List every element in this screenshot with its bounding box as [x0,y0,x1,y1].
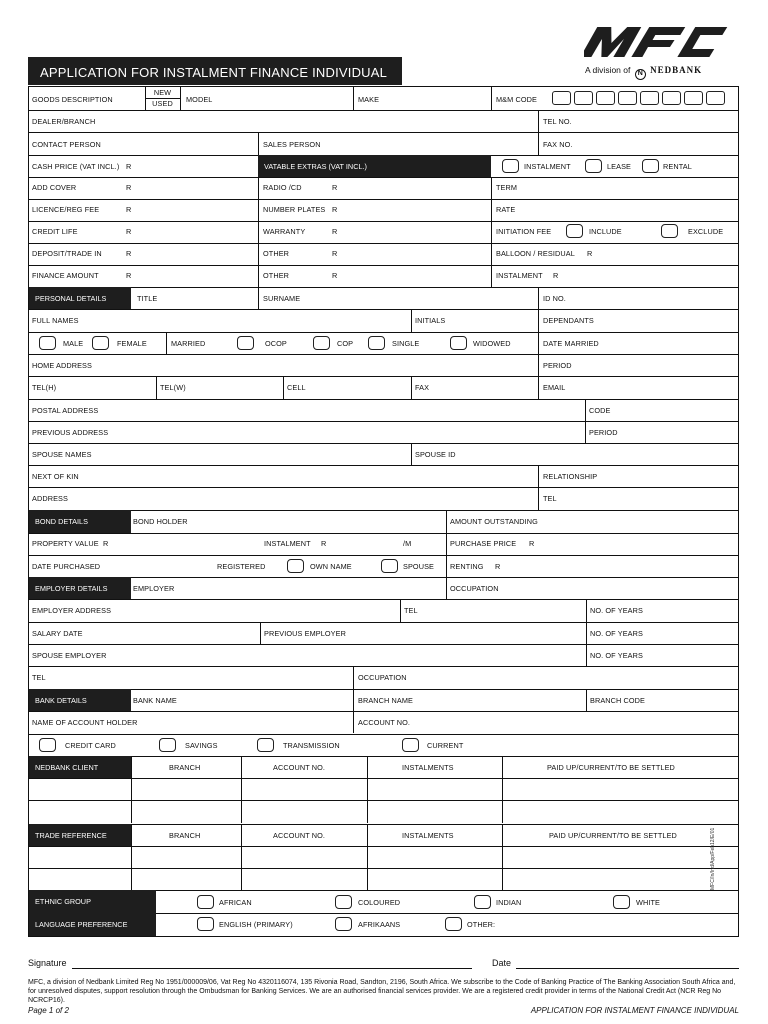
page-number: Page 1 of 2 [28,1006,69,1015]
label-spouse-employer: SPOUSE EMPLOYER [32,651,107,660]
label-instalment: INSTALMENT [524,162,571,171]
label-branch: BRANCH [169,763,201,772]
signature-line[interactable] [72,968,472,969]
checkbox-white[interactable] [613,895,630,909]
checkbox-other[interactable] [445,917,462,931]
checkbox-own-name[interactable] [287,559,304,573]
label-r: R [126,183,132,192]
label-tel-no: TEL NO. [543,117,572,126]
label-period: PERIOD [589,428,618,437]
checkbox-rental[interactable] [642,159,659,173]
label-mm-code: M&M CODE [496,95,537,104]
label-other: OTHER: [467,920,496,929]
label-finance-amount: FINANCE AMOUNT [32,271,99,280]
label-instalment: INSTALMENT [496,271,543,280]
label-new: NEW [153,88,172,97]
division-line [585,65,702,80]
checkbox-include[interactable] [566,224,583,238]
checkbox-spouse[interactable] [381,559,398,573]
label-no-of-years: NO. OF YEARS [590,629,643,638]
label-r: R [587,249,593,258]
checkbox-instalment[interactable] [502,159,519,173]
label-current: CURRENT [427,741,464,750]
form-title: APPLICATION FOR INSTALMENT FINANCE INDIVIDUAL [40,65,388,80]
label-deposit-trade-in: DEPOSIT/TRADE IN [32,249,102,258]
mm-code-box-2[interactable] [574,91,593,105]
label-no-of-years: NO. OF YEARS [590,606,643,615]
label-fax: FAX [415,383,430,392]
label-id-no: ID NO. [543,294,566,303]
checkbox-cop[interactable] [313,336,330,350]
label-bank-details: BANK DETAILS [35,696,87,705]
bank-details-header [29,689,131,711]
label-goods-description: GOODS DESCRIPTION [32,95,113,104]
mm-code-box-5[interactable] [640,91,659,105]
mm-code-box-4[interactable] [618,91,637,105]
label-code: CODE [589,406,611,415]
label-instalment: INSTALMENT [264,539,311,548]
checkbox-english[interactable] [197,917,214,931]
label-include: INCLUDE [589,227,622,236]
label-own-name: OWN NAME [310,562,352,571]
nedbank-icon: N [635,69,646,80]
label-r: R [529,539,535,548]
label-credit-life: CREDIT LIFE [32,227,78,236]
checkbox-current[interactable] [402,738,419,752]
label-account-no: ACCOUNT NO. [358,718,411,727]
label-r: R [332,249,338,258]
label-account-no: ACCOUNT NO. [273,763,326,772]
label-initiation-fee: INITIATION FEE [496,227,552,236]
label-previous-employer: PREVIOUS EMPLOYER [264,629,346,638]
label-rental: RENTAL [663,162,692,171]
label-widowed: WIDOWED [473,339,511,348]
label-r: R [332,183,338,192]
label-address: ADDRESS [32,494,68,503]
label-cash-price: CASH PRICE (VAT INCL.) [32,162,120,171]
label-period: PERIOD [543,361,572,370]
checkbox-transmission[interactable] [257,738,274,752]
label-white: WHITE [636,898,661,907]
label-no-of-years: NO. OF YEARS [590,651,643,660]
label-name-of-account-holder: NAME OF ACCOUNT HOLDER [32,718,138,727]
label-tel-w: TEL(W) [160,383,186,392]
title-bar [28,57,402,85]
label-amount-outstanding: AMOUNT OUTSTANDING [450,517,538,526]
label-salary-date: SALARY DATE [32,629,83,638]
label-instalments: INSTALMENTS [402,763,454,772]
label-branch-code: BRANCH CODE [590,696,646,705]
label-date-married: DATE MARRIED [543,339,599,348]
checkbox-single[interactable] [368,336,385,350]
label-tel: TEL [404,606,418,615]
mm-code-box-7[interactable] [684,91,703,105]
mfc-logo [584,25,740,59]
label-renting: RENTING [450,562,484,571]
label-nedbank-client: NEDBANK CLIENT [35,763,99,772]
checkbox-ocop[interactable] [237,336,254,350]
side-reference: MFC/In/Ind/App/Feb12/E/01 [710,827,716,890]
label-other: OTHER [263,249,290,258]
mfc-logo-icon [584,25,740,59]
label-account-no: ACCOUNT NO. [273,831,326,840]
label-date-purchased: DATE PURCHASED [32,562,101,571]
label-ocop: OCOP [265,339,287,348]
checkbox-coloured[interactable] [335,895,352,909]
label-rate: RATE [496,205,516,214]
label-r: R [126,205,132,214]
label-english: ENGLISH (PRIMARY) [219,920,293,929]
label-credit-card: CREDIT CARD [65,741,116,750]
label-bond-details: BOND DETAILS [35,517,88,526]
personal-details-header [29,287,131,309]
label-model: MODEL [186,95,213,104]
label-contact-person: CONTACT PERSON [32,140,101,149]
label-branch-name: BRANCH NAME [358,696,414,705]
label-r: R [332,205,338,214]
label-spouse-id: SPOUSE ID [415,450,456,459]
checkbox-credit-card[interactable] [39,738,56,752]
label-bond-holder: BOND HOLDER [133,517,188,526]
label-property-value: PROPERTY VALUE [32,539,99,548]
label-warranty: WARRANTY [263,227,306,236]
label-coloured: COLOURED [358,898,401,907]
label-personal-details: PERSONAL DETAILS [35,294,107,303]
checkbox-afrikaans[interactable] [335,917,352,931]
label-single: SINGLE [392,339,420,348]
label-r: R [321,539,327,548]
label-african: AFRICAN [219,898,252,907]
label-tel: TEL [543,494,557,503]
division-name: NEDBANK [650,65,703,75]
label-full-names: FULL NAMES [32,316,79,325]
label-employer-details: EMPLOYER DETAILS [35,584,108,593]
label-r: R [103,539,109,548]
label-postal-address: POSTAL ADDRESS [32,406,99,415]
mm-code-box-8[interactable] [706,91,725,105]
label-home-address: HOME ADDRESS [32,361,92,370]
checkbox-male[interactable] [39,336,56,350]
label-radio-cd: RADIO /CD [263,183,302,192]
label-relationship: RELATIONSHIP [543,472,598,481]
label-r: R [495,562,501,571]
label-trade-reference: TRADE REFERENCE [35,831,107,840]
label-title: TITLE [137,294,158,303]
label-r: R [332,227,338,236]
label-indian: INDIAN [496,898,522,907]
application-form [28,86,739,937]
label-vatable-extras: VATABLE EXTRAS (VAT INCL.) [264,162,367,171]
checkbox-female[interactable] [92,336,109,350]
label-transmission: TRANSMISSION [283,741,340,750]
nedbank-client-header [29,756,131,778]
label-tel-h: TEL(H) [32,383,57,392]
label-initials: INITIALS [415,316,446,325]
label-dealer-branch: DEALER/BRANCH [32,117,96,126]
label-paid-up: PAID UP/CURRENT/TO BE SETTLED [549,831,677,840]
label-make: MAKE [358,95,380,104]
label-ethnic-group: ETHNIC GROUP [35,897,91,906]
label-purchase-price: PURCHASE PRICE [450,539,517,548]
vatable-extras-header [258,155,491,177]
label-other: OTHER [263,271,290,280]
label-email: EMAIL [543,383,566,392]
label-bank-name: BANK NAME [133,696,177,705]
label-r: R [126,271,132,280]
employer-details-header [29,577,131,599]
label-exclude: EXCLUDE [688,227,724,236]
mm-code-box-6[interactable] [662,91,681,105]
label-female: FEMALE [117,339,147,348]
label-r: R [126,162,132,171]
footer-form-title: APPLICATION FOR INSTALMENT FINANCE INDIVIDUAL [530,1006,739,1015]
label-married: MARRIED [171,339,206,348]
label-add-cover: ADD COVER [32,183,77,192]
label-language-preference: LANGUAGE PREFERENCE [35,920,128,929]
label-spouse: SPOUSE [403,562,435,571]
date-label: Date [492,958,512,968]
mm-code-box-1[interactable] [552,91,571,105]
label-r: R [126,249,132,258]
mm-code-box-3[interactable] [596,91,615,105]
label-r: R [332,271,338,280]
label-savings: SAVINGS [185,741,218,750]
checkbox-savings[interactable] [159,738,176,752]
label-dependants: DEPENDANTS [543,316,594,325]
label-term: TERM [496,183,518,192]
label-per-month: /M [403,539,412,548]
bond-details-header [29,510,131,533]
label-registered: REGISTERED [217,562,266,571]
date-line[interactable] [516,968,739,969]
label-fax-no: FAX NO. [543,140,573,149]
label-employer: EMPLOYER [133,584,175,593]
checkbox-indian[interactable] [474,895,491,909]
label-lease: LEASE [607,162,632,171]
division-prefix: A division of [585,65,631,75]
label-occupation: OCCUPATION [358,673,407,682]
label-r: R [126,227,132,236]
ethnic-group-header [29,890,156,913]
label-tel: TEL [32,673,46,682]
label-male: MALE [63,339,84,348]
trade-reference-header [29,824,131,846]
label-surname: SURNAME [263,294,301,303]
label-balloon-residual: BALLOON / RESIDUAL [496,249,575,258]
signature-label: Signature [28,958,67,968]
checkbox-lease[interactable] [585,159,602,173]
label-r: R [553,271,559,280]
label-next-of-kin: NEXT OF KIN [32,472,79,481]
legal-text: MFC, a division of Nedbank Limited Reg No 1951/000009/06, Vat Reg No 4320116074, 135 Rivonia Road, Sandton, 2196, South Africa. We subscribe to the Code of Banking Practice of The Banking Association South Africa and, for unresolved disputes, support resolution through the Ombudsman for Banking Services. We are an authorised financial services provider. We are a registered credit provider in terms of the National Credit Act (NCR Reg No NCRCP16). [28,979,736,1005]
checkbox-african[interactable] [197,895,214,909]
label-branch: BRANCH [169,831,201,840]
label-used: USED [152,99,173,108]
label-instalments: INSTALMENTS [402,831,454,840]
checkbox-exclude[interactable] [661,224,678,238]
label-paid-up: PAID UP/CURRENT/TO BE SETTLED [547,763,675,772]
label-spouse-names: SPOUSE NAMES [32,450,92,459]
label-cell: CELL [287,383,306,392]
label-employer-address: EMPLOYER ADDRESS [32,606,112,615]
label-occupation: OCCUPATION [450,584,499,593]
label-licence-reg-fee: LICENCE/REG FEE [32,205,100,214]
label-cop: COP [337,339,354,348]
label-sales-person: SALES PERSON [263,140,321,149]
label-afrikaans: AFRIKAANS [358,920,401,929]
checkbox-widowed[interactable] [450,336,467,350]
label-previous-address: PREVIOUS ADDRESS [32,428,109,437]
language-preference-header [29,913,156,936]
label-number-plates: NUMBER PLATES [263,205,326,214]
